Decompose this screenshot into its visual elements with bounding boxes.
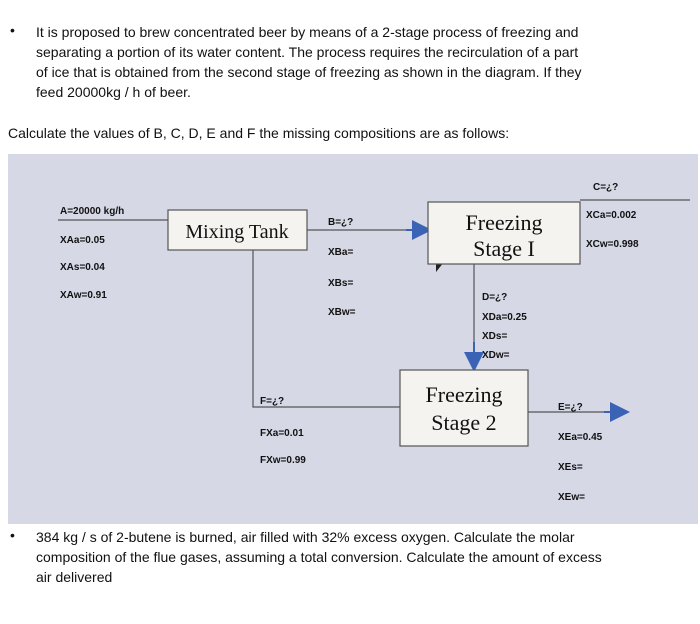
stream-d-comp-a: XDa=0.25	[482, 312, 527, 323]
question-text	[8, 123, 509, 143]
stream-e-comp-w: XEw=	[558, 492, 585, 503]
mixing-tank-label: Mixing Tank	[185, 221, 289, 243]
problem-2-line: composition of the flue gases, assuming a total conversion. Calculate the amount of excess	[36, 549, 602, 565]
stream-d-flow: D=¿?	[482, 292, 508, 303]
question-line: Calculate the values of B, C, D, E and F the missing compositions are as follows:	[8, 125, 510, 141]
stream-a-flow: A=20000 kg/h	[60, 206, 125, 217]
process-flow-diagram	[8, 154, 698, 524]
bullet-2: •	[10, 527, 15, 543]
stream-b-comp-a: XBa=	[328, 247, 354, 258]
stream-d-comp-s: XDs=	[482, 331, 508, 342]
bullet-1: •	[10, 22, 15, 38]
problem-1-line: separating a portion of its water content. The process requires the recirculation of a part	[36, 44, 579, 60]
stream-f-comp-w: FXw=0.99	[260, 455, 306, 466]
stream-a-comp-w: XAw=0.91	[60, 290, 107, 301]
stream-e-comp-s: XEs=	[558, 462, 583, 473]
problem-1-text	[36, 22, 582, 102]
stream-e-flow: E=¿?	[558, 402, 583, 413]
stream-b-comp-s: XBs=	[328, 278, 354, 289]
stream-b-flow: B=¿?	[328, 217, 354, 228]
freezing2-label-line1: Freezing	[425, 382, 503, 407]
problem-1-line: It is proposed to brew concentrated beer by means of a 2-stage process of freezing and	[36, 24, 579, 40]
stream-c-comp-a: XCa=0.002	[586, 210, 637, 221]
freezing1-label-line2: Stage I	[473, 236, 535, 261]
problem-1-line: of ice that is obtained from the second stage of freezing as shown in the diagram. If they	[36, 64, 582, 80]
problem-2-text	[36, 527, 602, 587]
stream-a-comp-a: XAa=0.05	[60, 235, 105, 246]
stream-f-comp-a: FXa=0.01	[260, 428, 304, 439]
problem-1-line: feed 20000kg / h of beer.	[36, 84, 191, 100]
problem-2-line: 384 kg / s of 2-butene is burned, air filled with 32% excess oxygen. Calculate the molar	[36, 529, 575, 545]
freezing2-label-line2: Stage 2	[431, 410, 497, 435]
stream-c-flow: C=¿?	[593, 182, 619, 193]
freezing1-label-line1: Freezing	[465, 210, 543, 235]
stream-e-comp-a: XEa=0.45	[558, 432, 603, 443]
problem-2-line: air delivered	[36, 569, 113, 585]
stream-a-comp-s: XAs=0.04	[60, 262, 105, 273]
stream-d-comp-w: XDw=	[482, 350, 510, 361]
stream-f-flow: F=¿?	[260, 396, 285, 407]
stream-b-comp-w: XBw=	[328, 307, 356, 318]
stream-c-comp-w: XCw=0.998	[586, 239, 639, 250]
